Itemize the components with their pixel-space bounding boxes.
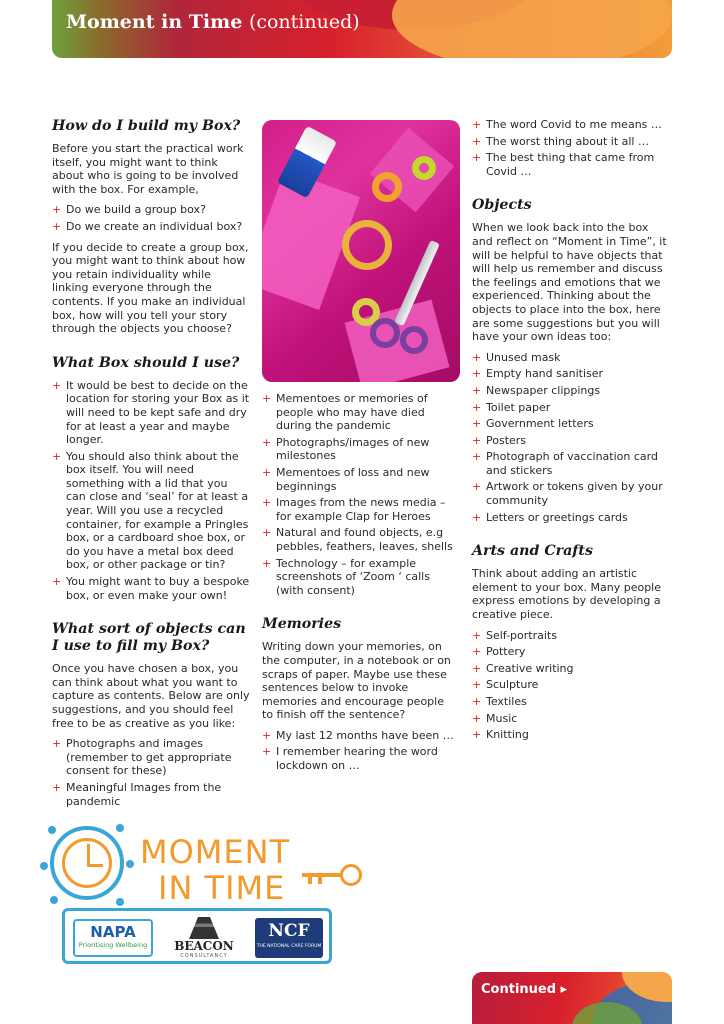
column-right [472,118,672,749]
beacon-logo: BEACON CONSULTANCY [169,917,239,961]
header-banner [52,0,672,58]
craft-photo [262,120,460,382]
list-item: + Empty hand sanitiser [472,367,672,381]
virus-spike-icon [40,862,48,870]
column-left [52,118,250,815]
list-item: + The word Covid to me means … [472,118,672,132]
memories-list-part2 [472,118,672,178]
column-middle [262,392,458,780]
virus-spike-icon [116,824,124,832]
section-heading-memories: Memories [262,616,342,633]
virus-spike-icon [50,896,58,904]
page-title [66,11,360,33]
key-icon [302,864,362,886]
banner-shape [392,0,672,58]
memories-list-part1 [262,729,458,773]
scissor-handle [370,318,400,348]
list-item: + Textiles [472,695,672,709]
list-item: + Knitting [472,728,672,742]
list-item: + Government letters [472,417,672,431]
build-body: If you decide to create a group box, you might want to think about how you retain individuality while linking everyone through the contents. If you make an individual box, how will you tell your story through the objects you choose? [52,240,249,336]
list-item: + Mementoes or memories of people who may have died during the pandemic [262,392,458,433]
list-item: + Technology – for example screenshots of ‘Zoom ‘ calls (with consent) [262,557,458,598]
ncf-logo: NCF THE NATIONAL CARE FORUM [255,918,323,958]
tape-roll [412,156,436,180]
section-heading-objects: Objects [472,197,532,214]
list-item: + Do we build a group box? [52,203,250,217]
objects-body: When we look back into the box and reflect on “Moment in Time”, it will be helpful to have objects that will help us remember and discuss the feelings and emotions that we experienced. Thinking about the objects to place into the box, here are some suggestions but you will have your own ideas too: [472,221,667,344]
lighthouse-icon [189,917,219,939]
partner-logos [62,908,332,964]
list-item: + My last 12 months have been … [262,729,458,743]
list-item: + Letters or greetings cards [472,511,672,525]
list-item: + It would be best to decide on the location for storing your Box as it will need to be kept safe and dry for at least a year and maybe longer. [52,379,250,447]
list-item: + Newspaper clippings [472,384,672,398]
list-item: + Posters [472,434,672,448]
build-list [52,203,250,233]
list-item: + Pottery [472,645,672,659]
logo-line-2: IN TIME [158,869,286,907]
napa-logo: NAPA Prioritising Wellbeing [73,919,153,957]
section-heading-arts: Arts and Crafts [472,543,593,560]
list-item: + Meaningful Images from the pandemic [52,781,250,808]
list-item: + Creative writing [472,662,672,676]
virus-spike-icon [126,860,134,868]
tape-roll [342,220,392,270]
list-item: + Sculpture [472,678,672,692]
tape-roll [372,172,402,202]
section-heading-objects-fill: What sort of objects can I use to fill my Box? [52,621,246,655]
list-item: + Photographs and images (remember to get appropriate consent for these) [52,737,250,778]
objects-fill-intro: Once you have chosen a box, you can think about what you want to capture as contents. Below are only suggestions, and you should feel free to be as creative as you like: [52,662,250,730]
list-item: + Self-portraits [472,629,672,643]
continued-link[interactable]: Continued ▸ [481,982,568,997]
moment-in-time-logo [40,820,360,970]
continued-tab[interactable] [472,972,672,1024]
logo-title [140,834,290,906]
arts-list [472,629,672,742]
list-item: + The worst thing about it all … [472,135,672,149]
list-item: + Artwork or tokens given by your community [472,480,672,507]
list-item: + Photographs/images of new milestones [262,436,458,463]
list-item: + Photograph of vaccination card and stickers [472,450,672,477]
list-item: + I remember hearing the word lockdown on … [262,745,458,772]
logo-line-1: MOMENT [140,833,291,871]
section-heading-build: How do I build my Box? [52,118,241,134]
which-box-list [52,379,250,603]
list-item: + You should also think about the box itself. You will need something with a lid that you can close and ‘seal’ for at least a year. Will you use a recycled container, for example a Pringles box, or a cardboard shoe box, or do you have a metal box deed box, or other package or tin? [52,450,250,572]
objects-list [472,351,672,525]
title-text: Moment in Time [66,11,243,33]
memories-body: Writing down your memories, on the computer, in a notebook or on scraps of paper. Maybe use these sentences below to invoke memories and encourage people to finish off the sentence? [262,640,451,722]
list-item: + Images from the news media – for example Clap for Heroes [262,496,458,523]
section-heading-which-box: What Box should I use? [52,354,240,371]
clock-icon [50,826,124,900]
objects-fill-list-part2 [262,392,458,597]
arts-body: Think about adding an artistic element to your box. Many people express emotions by developing a creative piece. [472,567,661,622]
virus-spike-icon [48,826,56,834]
list-item: + Natural and found objects, e.g pebbles, feathers, leaves, shells [262,526,458,553]
objects-fill-list-part1 [52,737,250,808]
virus-spike-icon [116,898,124,906]
list-item: + Toilet paper [472,401,672,415]
list-item: + Music [472,712,672,726]
list-item: + The best thing that came from Covid … [472,151,672,178]
list-item: + Unused mask [472,351,672,365]
scissor-handle [400,326,428,354]
list-item: + You might want to buy a bespoke box, or even make your own! [52,575,250,602]
build-intro: Before you start the practical work itself, you might want to think about who is going to be involved with the box. For example, [52,142,244,196]
list-item: + Do we create an individual box? [52,220,250,234]
title-continued: (continued) [248,11,360,33]
list-item: + Mementoes of loss and new beginnings [262,466,458,493]
